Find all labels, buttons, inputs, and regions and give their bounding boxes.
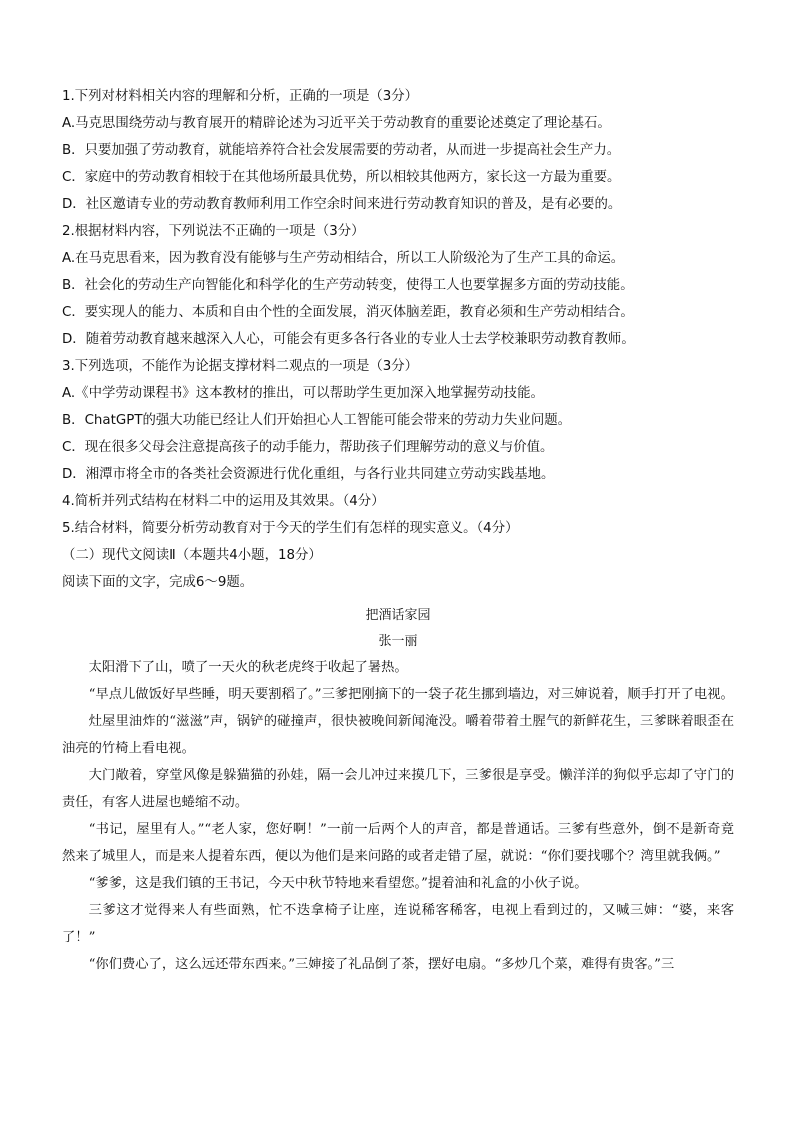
story-paragraph: “书记，屋里有人。”“老人家，您好啊！”一前一后两个人的声音，都是普通话。三爹有些意外，倒不是新奇竟然来了城里人，而是来人提着东西，便以为他们是来问路的或者走错了屋，就说：“你们要找哪个？湾里就我俩。” bbox=[62, 822, 734, 864]
story-paragraph: 三爹这才觉得来人有些面熟，忙不迭拿椅子让座，连说稀客稀客，电视上看到过的，又喊三婶：“婆，来客了！” bbox=[62, 903, 734, 945]
question-2-stem: 2.根据材料内容，下列说法不正确的一项是（3分） bbox=[62, 224, 365, 239]
story-paragraph: “早点儿做饭好早些睡，明天要割稻了。”三爹把刚摘下的一袋子花生挪到墙边，对三婶说着，顺手打开了电视。 bbox=[88, 687, 734, 702]
question-1-option-a: A.马克思围绕劳动与教育展开的精辟论述为习近平关于劳动教育的重要论述奠定了理论基石。 bbox=[62, 116, 611, 131]
question-2-option-b: B．社会化的劳动生产向智能化和科学化的生产劳动转变，使得工人也要掌握多方面的劳动技能。 bbox=[62, 278, 634, 293]
question-1-option-c: C．家庭中的劳动教育相较于在其他场所最具优势，所以相较其他两方，家长这一方最为重要。 bbox=[62, 170, 621, 185]
question-3-option-c: C．现在很多父母会注意提高孩子的动手能力，帮助孩子们理解劳动的意义与价值。 bbox=[62, 440, 554, 455]
question-3-option-a: A.《中学劳动课程书》这本教材的推出，可以帮助学生更加深入地掌握劳动技能。 bbox=[62, 386, 544, 401]
question-2-option-d: D．随着劳动教育越来越深入人心，可能会有更多各行各业的专业人士去学校兼职劳动教育教师。 bbox=[62, 332, 635, 347]
question-1-stem: 1.下列对材料相关内容的理解和分析，正确的一项是（3分） bbox=[62, 89, 419, 104]
story-paragraph: 大门敞着，穿堂风像是躲猫猫的孙娃，隔一会儿冲过来摸几下，三爹很是享受。懒洋洋的狗似乎忘却了守门的责任，有客人进屋也蜷缩不动。 bbox=[62, 768, 734, 810]
question-3-option-d: D．湘潭市将全市的各类社会资源进行优化重组，与各行业共同建立劳动实践基地。 bbox=[62, 467, 555, 482]
question-3-option-b: B．ChatGPT的强大功能已经让人们开始担心人工智能可能会带来的劳动力失业问题。 bbox=[62, 413, 571, 428]
story-body bbox=[62, 654, 734, 978]
story-paragraph: 太阳滑下了山，喷了一天火的秋老虎终于收起了暑热。 bbox=[88, 660, 408, 675]
story-paragraph: “你们费心了，这么远还带东西来。”三婶接了礼品倒了茶，摆好电扇。“多炒几个菜，难得有贵客。”三 bbox=[88, 957, 675, 972]
question-1-option-d: D．社区邀请专业的劳动教育教师利用工作空余时间来进行劳动教育知识的普及，是有必要的。 bbox=[62, 197, 622, 212]
story-author: 张一丽 bbox=[378, 634, 418, 649]
reading-instruction: 阅读下面的文字，完成6～9题。 bbox=[62, 575, 254, 590]
question-2-option-c: C．要实现人的能力、本质和自由个性的全面发展，消灭体脑差距，教育必须和生产劳动相结合。 bbox=[62, 305, 634, 320]
question-1-option-b: B．只要加强了劳动教育，就能培养符合社会发展需要的劳动者，从而进一步提高社会生产力。 bbox=[62, 143, 621, 158]
story-paragraph: 灶屋里油炸的“滋滋”声，锅铲的碰撞声，很快被晚间新闻淹没。嚼着带着土腥气的新鲜花生，三爹眯着眼歪在油亮的竹椅上看电视。 bbox=[62, 714, 734, 756]
section-heading: （二）现代文阅读Ⅱ（本题共4小题，18分） bbox=[62, 548, 322, 563]
question-4: 4.简析并列式结构在材料二中的运用及其效果。（4分） bbox=[62, 494, 385, 509]
question-2-option-a: A.在马克思看来，因为教育没有能够与生产劳动相结合，所以工人阶级沦为了生产工具的命运。 bbox=[62, 251, 625, 266]
question-3-stem: 3.下列选项，不能作为论据支撑材料二观点的一项是（3分） bbox=[62, 359, 419, 374]
story-title: 把酒话家园 bbox=[365, 608, 431, 623]
story-paragraph: “爹爹，这是我们镇的王书记，今天中秋节特地来看望您。”提着油和礼盒的小伙子说。 bbox=[88, 876, 588, 891]
question-5: 5.结合材料，简要分析劳动教育对于今天的学生们有怎样的现实意义。（4分） bbox=[62, 521, 519, 536]
